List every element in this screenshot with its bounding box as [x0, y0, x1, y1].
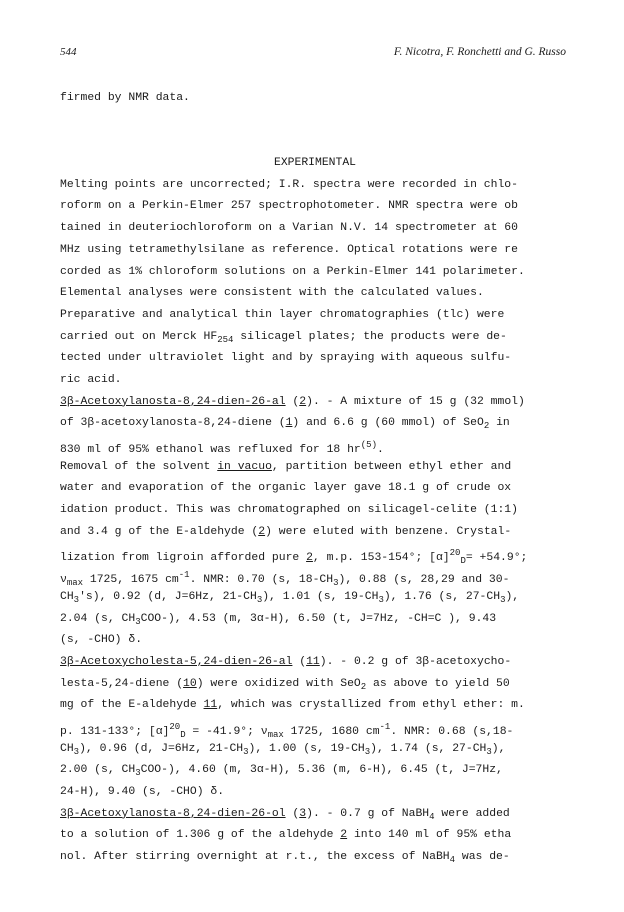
paragraph-line: $CH_3's$), 0.92 (d, J=6Hz, $21-CH_3$), 1.01 (s, $19-CH_3$), 1.76 (s, $27-CH_3$), — [60, 590, 520, 605]
running-head-authors: F. Nicotra, F. Ronchetti and G. Russo — [393, 46, 566, 58]
general-line: Elemental analyses were consistent with the calculated values. — [60, 287, 484, 300]
body-text — [60, 88, 570, 869]
paragraph-line: lization from ligroin afforded pure 2, m.p. 153-154°; $[\alpha]^{20}_D= +54.9^\circ$; — [60, 548, 528, 567]
general-line: tained in deuteriochloroform on a Varian N.V. 14 spectrometer at 60 — [60, 222, 518, 235]
compound-name: 3β-Acetoxycholesta-5,24-dien-26-al — [60, 655, 293, 668]
paragraph-line: Removal of the solvent in vacuo, partition between ethyl ether and — [60, 460, 512, 473]
paragraph-line: idation product. This was chromatographed on silicagel-celite (1:1) — [60, 504, 518, 517]
page-number: 544 — [60, 46, 77, 58]
compound-heading: 3β-Acetoxylanosta-8,24-dien-26-ol (3). - 0.7 g of NaBH$_4$ were added — [60, 807, 510, 822]
paragraph-line: 24-H), 9.40 (s, -CHO) δ. — [60, 786, 225, 798]
paragraph-line: lesta-5,24-diene (10) were oxidized with SeO$_2$ as above to yield 50 — [60, 677, 510, 692]
reference-superscript: (5) — [360, 440, 377, 450]
general-line: tected under ultraviolet light and by spraying with aqueous sulfu- — [60, 352, 512, 365]
general-line: roform on a Perkin-Elmer 257 spectrophotometer. NMR spectra were ob — [60, 200, 518, 213]
general-line: ric acid. — [60, 373, 122, 386]
paragraph-line: to a solution of 1.306 g of the aldehyde 2 into 140 ml of 95% etha — [60, 829, 512, 842]
paragraph-line: 2.04 (s, $CH_3COO-$), 4.53 (m, 3α-H), 6.50 (t, J=7Hz, -CH=C ), 9.43 — [60, 612, 497, 627]
paragraph-line: (s, -CHO) δ. — [60, 634, 143, 647]
intro-line: firmed by NMR data. — [60, 92, 190, 104]
compound-name: 3β-Acetoxylanosta-8,24-dien-26-ol — [60, 807, 286, 820]
general-line: carried out on Merck $HF_{254}$ silicagel plates; the products were de- — [60, 330, 507, 345]
compound-heading: 3β-Acetoxycholesta-5,24-dien-26-al (11). - 0.2 g of 3β-acetoxycho- — [60, 655, 512, 668]
blank-line — [60, 131, 570, 153]
compound-number: 3 — [299, 807, 307, 820]
compound-heading: 3β-Acetoxylanosta-8,24-dien-26-al (2). - A mixture of 15 g (32 mmol) — [60, 395, 525, 408]
compound-number: 2 — [299, 395, 307, 408]
paragraph-line: $CH_3$), 0.96 (d, J=6Hz, $21-CH_3$), 1.00 (s, $19-CH_3$), 1.74 (s, $27-CH_3$), — [60, 742, 506, 757]
general-line: Preparative and analytical thin layer chromatographies (tlc) were — [60, 308, 505, 321]
general-line: MHz using tetramethylsilane as reference. Optical rotations were re — [60, 243, 518, 256]
compound-number: 11 — [306, 655, 320, 668]
paragraph-line: nol. After stirring overnight at r.t., the excess of NaBH$_4$ was de- — [60, 851, 510, 866]
paragraph-line: $\nu_{max}$ 1725, 1675 $cm^{-1}$. NMR: 0.70 (s, $18-CH_3$), 0.88 (s, 28,29 and 30- — [60, 570, 510, 589]
paragraph-line: p. 131-133°; $[\alpha]^{20}_D = -41.9^\circ$; $\nu_{max}$ 1725, 1680 $cm^{-1}$. NMR: 0.68 (s,18- — [60, 721, 514, 740]
section-title: EXPERIMENTAL — [273, 157, 357, 170]
general-line: corded as 1% chloroform solutions on a Perkin-Elmer 141 polarimeter. — [60, 265, 525, 278]
paragraph-line: mg of the E-aldehyde 11, which was crystallized from ethyl ether: m. — [60, 699, 525, 712]
paragraph-line: water and evaporation of the organic layer gave 18.1 g of crude ox — [60, 482, 512, 495]
page-header — [60, 46, 566, 62]
paragraph-line: 2.00 (s, $CH_3COO-$), 4.60 (m, 3α-H), 5.36 (m, 6-H), 6.45 (t, J=7Hz, — [60, 764, 503, 779]
compound-name: 3β-Acetoxylanosta-8,24-dien-26-al — [60, 395, 286, 408]
general-line: Melting points are uncorrected; I.R. spectra were recorded in chlo- — [60, 178, 518, 191]
paragraph-line: of 3β-acetoxylanosta-8,24-diene (1) and 6.6 g (60 mmol) of SeO$_2$ in — [60, 417, 510, 432]
paragraph-line: 830 ml of 95% ethanol was refluxed for 18 $hr^{(5)}$. — [60, 440, 384, 456]
blank-line — [60, 110, 570, 132]
paragraph-line: and 3.4 g of the E-aldehyde (2) were eluted with benzene. Crystal- — [60, 525, 512, 538]
